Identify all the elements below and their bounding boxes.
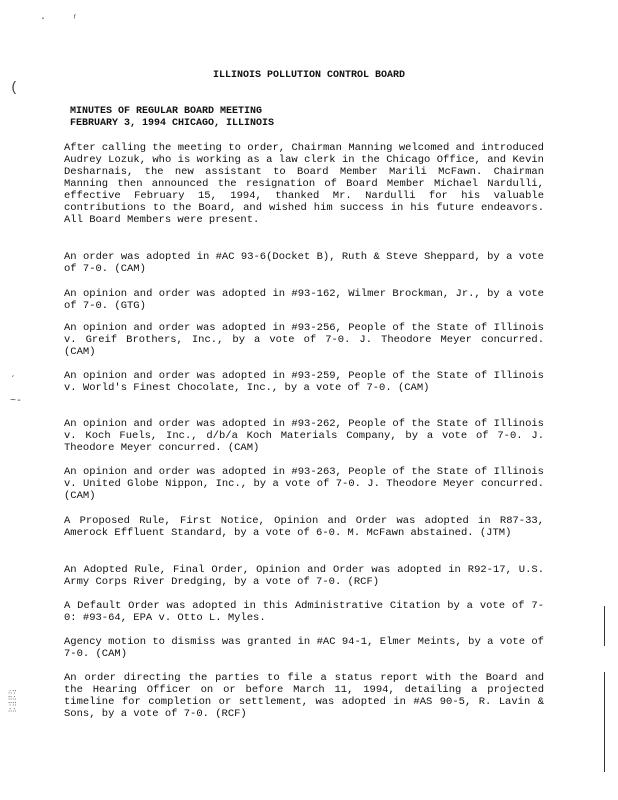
paragraph-item: An order was adopted in #AC 93-6(Docket B), Ruth & Steve Sheppard, by a vote of 7-0. (CAM): [64, 251, 544, 275]
paragraph-item: A Proposed Rule, First Notice, Opinion and Order was adopted in R87-33, Amerock Effluent Standard, by a vote of 6-0. M. McFawn abstained. (JTM): [64, 515, 544, 539]
paragraph-item: A Default Order was adopted in this Administrative Citation by a vote of 7-0: #93-64, EPA v. Otto L. Myles.: [64, 600, 544, 624]
meeting-date-place: FEBRUARY 3, 1994 CHICAGO, ILLINOIS: [70, 118, 275, 129]
scan-mark-top-left: ·: [40, 14, 47, 25]
paragraph-item: An opinion and order was adopted in #93-259, People of the State of Illinois v. World's Finest Chocolate, Inc., by a vote of 7-0. (CAM): [64, 370, 544, 394]
minutes-header: [70, 106, 274, 130]
minutes-title: MINUTES OF REGULAR BOARD MEETING: [70, 106, 263, 117]
paragraph-item: An opinion and order was adopted in #93-263, People of the State of Illinois v. United Globe Nippon, Inc., by a vote of 7-0. J. Theodore Meyer concurred. (CAM): [64, 466, 544, 502]
scan-mark-left-mid: ˊ: [10, 376, 17, 387]
paragraph-item: Agency motion to dismiss was granted in #AC 94-1, Elmer Meints, by a vote of 7-0. (CAM): [64, 636, 544, 660]
paragraph-opening: After calling the meeting to order, Chairman Manning welcomed and introduced Audrey Lozuk, who is working as a law clerk in the Chicago Office, and Kevin Desharnais, the new assistant to Board Member Marili McFawn. Chairman Manning then announced the resignation of Board Member Michael Nardulli, effective February 15, 1994, thanked Mr. Nardulli for his valuable contributions to the Board, and wished him success in his future endeavors. All Board Members were present.: [64, 142, 544, 226]
paragraph-item: An Adopted Rule, Final Order, Opinion and Order was adopted in R92-17, U.S. Army Corps River Dredging, by a vote of 7-0. (RCF): [64, 564, 544, 588]
paragraph-item: An opinion and order was adopted in #93-162, Wilmer Brockman, Jr., by a vote of 7-0. (GTG): [64, 288, 544, 312]
scan-edge-line-2: [604, 672, 605, 772]
paragraph-item: An opinion and order was adopted in #93-256, People of the State of Illinois v. Greif Brothers, Inc., by a vote of 7-0. J. Theodore Meyer concurred. (CAM): [64, 322, 544, 358]
scan-mark-left: (: [10, 80, 19, 96]
paragraph-item: An order directing the parties to file a status report with the Board and the Hearing Officer on or before March 11, 1994, detailing a projected timeline for completion or settlement, was adopted in #AS 90-5, R. Lavin & Sons, by a vote of 7-0. (RCF): [64, 672, 544, 720]
scan-noise: ∴∵ ∷∴ ∵∷ ∴∴: [8, 689, 17, 715]
scan-mark-left-mid2: ~-: [10, 396, 23, 407]
paragraph-item: An opinion and order was adopted in #93-262, People of the State of Illinois v. Koch Fuels, Inc., d/b/a Koch Materials Company, by a vote of 7-0. J. Theodore Meyer concurred. (CAM): [64, 418, 544, 454]
scan-mark-top: ʳ: [72, 14, 79, 25]
scan-edge-line-1: [604, 606, 605, 646]
board-title: ILLINOIS POLLUTION CONTROL BOARD: [212, 70, 406, 81]
